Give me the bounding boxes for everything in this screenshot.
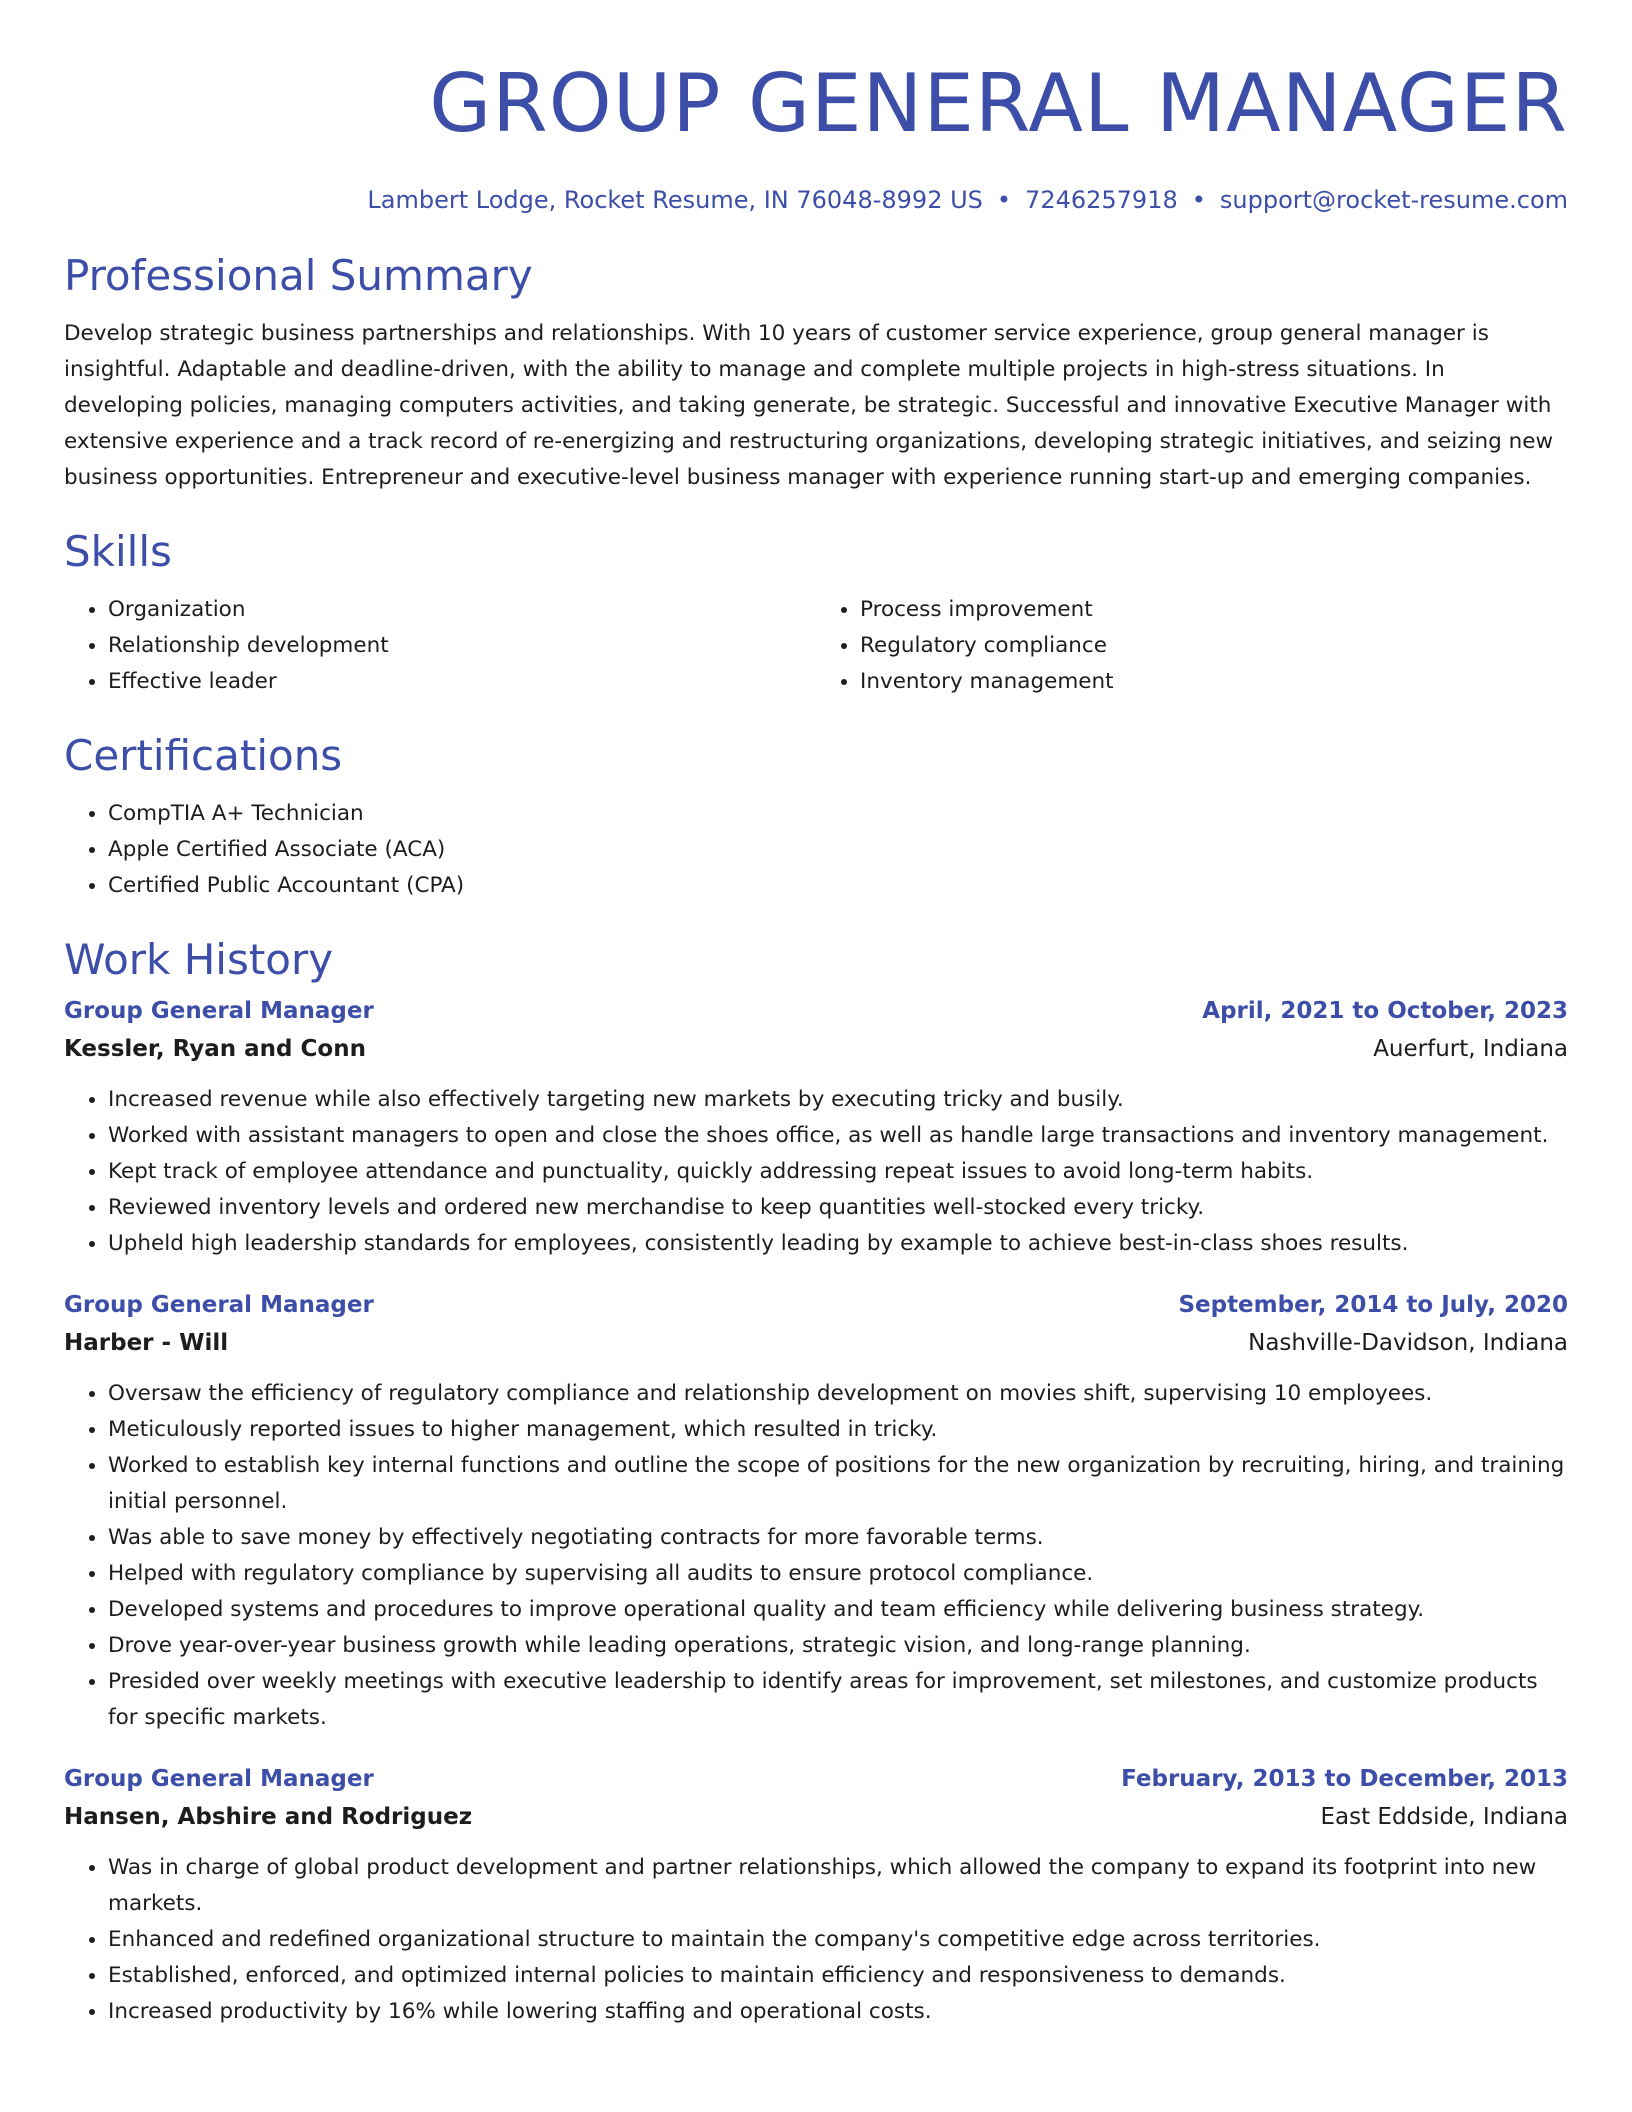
page-title: GROUP GENERAL MANAGER (429, 57, 1568, 150)
work-history-section (64, 934, 1568, 2030)
skills-list-right (816, 592, 1568, 700)
contact-address: Lambert Lodge, Rocket Resume, IN 76048-8992 US (367, 186, 983, 214)
job-dates: September, 2014 to July, 2020 (1178, 1292, 1568, 1318)
job-bullet: • Enhanced and redefined organizational structure to maintain the company's competitive edge across territories. (108, 1922, 1568, 1958)
skills-list-left (64, 592, 816, 700)
skills-section (64, 526, 1568, 700)
skill-item: • Regulatory compliance (860, 628, 1568, 664)
job-location: Auerfurt, Indiana (1373, 1036, 1568, 1062)
job-entry (64, 1760, 1568, 2030)
skill-item: • Process improvement (860, 592, 1568, 628)
job-bullet: • Developed systems and procedures to improve operational quality and team efficiency while delivering business strategy. (108, 1592, 1568, 1628)
certifications-section (64, 730, 1568, 904)
contact-separator: • (1191, 186, 1206, 214)
job-bullet: • Increased revenue while also effectively targeting new markets by executing tricky and busily. (108, 1082, 1568, 1118)
job-bullet: • Helped with regulatory compliance by supervising all audits to ensure protocol compliance. (108, 1556, 1568, 1592)
job-title: Group General Manager (64, 998, 374, 1024)
job-company-row (64, 1324, 1568, 1362)
job-bullet: • Was able to save money by effectively negotiating contracts for more favorable terms. (108, 1520, 1568, 1556)
summary-section (64, 250, 1568, 496)
job-company: Harber - Will (64, 1330, 229, 1356)
job-bullet: • Meticulously reported issues to higher management, which resulted in tricky. (108, 1412, 1568, 1448)
skill-item: • Effective leader (108, 664, 816, 700)
contact-email[interactable]: support@rocket-resume.com (1219, 186, 1568, 214)
job-bullet: • Worked to establish key internal functions and outline the scope of positions for the new organization by recruiting, hiring, and training initial personnel. (108, 1448, 1568, 1520)
job-company: Kessler, Ryan and Conn (64, 1036, 366, 1062)
skill-item: • Inventory management (860, 664, 1568, 700)
job-bullets (64, 1850, 1568, 2030)
job-bullet: • Worked with assistant managers to open and close the shoes office, as well as handle large transactions and inventory management. (108, 1118, 1568, 1154)
job-dates: February, 2013 to December, 2013 (1121, 1766, 1568, 1792)
summary-heading: Professional Summary (64, 251, 533, 300)
job-bullets (64, 1376, 1568, 1736)
job-bullet: • Kept track of employee attendance and punctuality, quickly addressing repeat issues to avoid long-term habits. (108, 1154, 1568, 1190)
job-bullet: • Established, enforced, and optimized internal policies to maintain efficiency and responsiveness to demands. (108, 1958, 1568, 1994)
job-header-row (64, 992, 1568, 1030)
summary-text: Develop strategic business partnerships and relationships. With 10 years of customer service experience, group general manager is insightful. Adaptable and deadline-driven, with the ability to manage and complete multiple projects in high-stress situations. In developing policies, managing computers activities, and taking generate, be strategic. Successful and innovative Executive Manager with extensive experience and a track record of re-energizing and restructuring organizations, developing strategic initiatives, and seizing new business opportunities. Entrepreneur and executive-level business manager with experience running start-up and emerging companies. (64, 321, 1554, 490)
job-bullet: • Reviewed inventory levels and ordered new merchandise to keep quantities well-stocked every tricky. (108, 1190, 1568, 1226)
skill-item: • Organization (108, 592, 816, 628)
work-history-heading: Work History (64, 935, 334, 984)
job-header-row (64, 1760, 1568, 1798)
job-entry (64, 1286, 1568, 1736)
job-bullet: • Upheld high leadership standards for employees, consistently leading by example to achieve best-in-class shoes results. (108, 1226, 1568, 1262)
job-company-row (64, 1798, 1568, 1836)
skill-item: • Relationship development (108, 628, 816, 664)
job-location: East Eddside, Indiana (1320, 1804, 1568, 1830)
certifications-list (64, 796, 1568, 904)
certification-item: • Certified Public Accountant (CPA) (108, 868, 1568, 904)
contact-line (64, 184, 1568, 216)
certifications-heading: Certifications (64, 731, 343, 780)
job-bullets (64, 1082, 1568, 1262)
job-title: Group General Manager (64, 1766, 374, 1792)
job-company-row (64, 1030, 1568, 1068)
job-header-row (64, 1286, 1568, 1324)
job-company: Hansen, Abshire and Rodriguez (64, 1804, 473, 1830)
skills-heading: Skills (64, 527, 172, 576)
job-bullet: • Oversaw the efficiency of regulatory compliance and relationship development on movies shift, supervising 10 employees. (108, 1376, 1568, 1412)
certification-item: • Apple Certified Associate (ACA) (108, 832, 1568, 868)
job-bullet: • Presided over weekly meetings with executive leadership to identify areas for improvement, set milestones, and customize products for specific markets. (108, 1664, 1568, 1736)
job-bullet: • Drove year-over-year business growth while leading operations, strategic vision, and long-range planning. (108, 1628, 1568, 1664)
certification-item: • CompTIA A+ Technician (108, 796, 1568, 832)
job-dates: April, 2021 to October, 2023 (1202, 998, 1568, 1024)
contact-separator: • (996, 186, 1012, 214)
job-title: Group General Manager (64, 1292, 374, 1318)
skills-columns (64, 592, 1568, 700)
contact-phone: 7246257918 (1025, 186, 1178, 214)
job-location: Nashville-Davidson, Indiana (1248, 1330, 1568, 1356)
job-bullet: • Increased productivity by 16% while lowering staffing and operational costs. (108, 1994, 1568, 2030)
job-entry (64, 992, 1568, 1262)
job-bullet: • Was in charge of global product development and partner relationships, which allowed the company to expand its footprint into new markets. (108, 1850, 1568, 1922)
